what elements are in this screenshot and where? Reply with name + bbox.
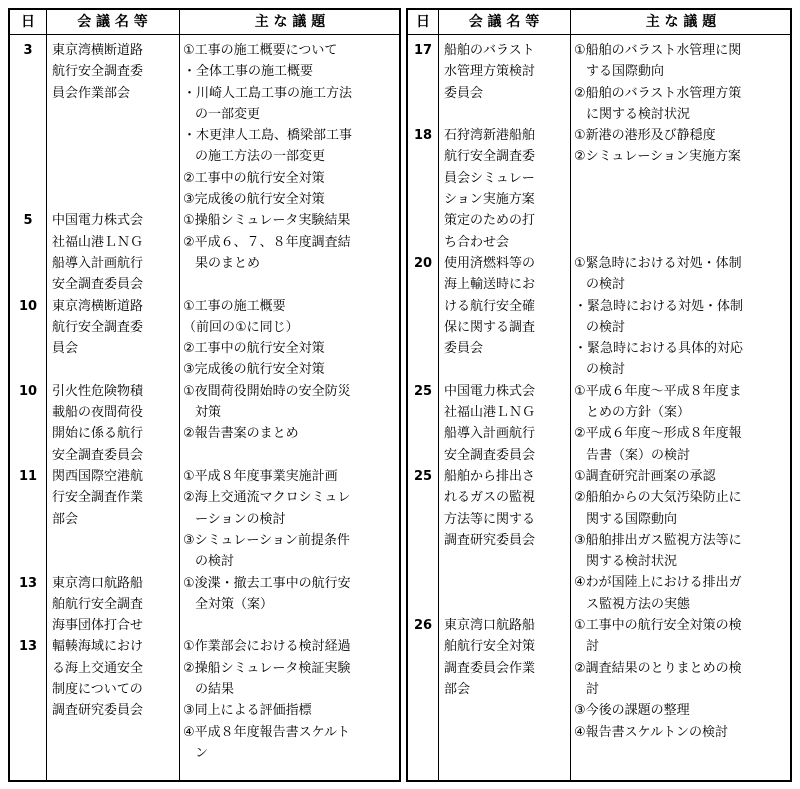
meeting-name-line: る海上交通安全 <box>52 660 144 676</box>
meeting-name-line: 保に関する調査 <box>444 319 536 335</box>
meeting-name-line: 舶航行安全対策 <box>444 639 536 655</box>
meeting-name <box>52 573 177 637</box>
meeting-name-line: 方法等に関する <box>444 511 536 527</box>
meeting-name-line: 載船の夜間荷役 <box>52 405 144 421</box>
meeting-name-line: 委員会 <box>444 85 484 101</box>
meeting-name-line: ち合わせ会 <box>444 234 510 250</box>
day-column-header: 日 <box>416 14 430 30</box>
topic-line: ③完成後の航行安全対策 <box>183 362 325 378</box>
topic-column-header: 主 な 議 題 <box>645 14 717 30</box>
left-schedule-table <box>8 8 401 782</box>
meeting-topics <box>183 636 399 764</box>
meeting-name-line: 員会シミュレー <box>444 170 535 186</box>
topic-line: ①工事中の航行安全対策の検 <box>574 618 742 634</box>
topic-line: ・緊急時における具体的対応 <box>574 341 744 357</box>
meeting-name <box>444 253 568 359</box>
topic-line: ③船舶排出ガス監視方法等に <box>574 532 742 548</box>
meeting-name <box>52 40 177 104</box>
meeting-name-line: 東京湾横断道路 <box>52 43 144 58</box>
topic-line: ・緊急時における対処・体制 <box>574 298 744 314</box>
topic-line: ②工事中の航行安全対策 <box>183 170 325 186</box>
meeting-name-line: 安全調査委員会 <box>52 277 144 293</box>
right-schedule-table <box>406 8 792 782</box>
meeting-topics <box>574 40 790 125</box>
topic-line: ②調査結果のとりまとめの検 <box>574 660 742 676</box>
meeting-name-line: 社福山港ＬＮＧ <box>52 234 144 250</box>
meeting-name-line: 海上輸送時にお <box>444 277 536 293</box>
meeting-name-line: ション実施方案 <box>444 192 535 208</box>
meeting-day: 20 <box>413 256 433 271</box>
topic-line: の結果 <box>195 681 235 697</box>
topic-line: 関する検討状況 <box>586 554 678 570</box>
topic-line: ①作業部会における検討経過 <box>183 639 351 655</box>
meeting-topics <box>183 466 399 572</box>
topic-line: 果のまとめ <box>195 255 261 271</box>
topic-line: ②操船シミュレータ検証実験 <box>183 660 351 676</box>
topic-line: ①緊急時における対処・体制 <box>574 256 742 271</box>
meeting-name-line: 員会 <box>52 341 79 357</box>
meeting-name <box>52 466 177 530</box>
topic-line: ③今後の課題の整理 <box>574 703 690 719</box>
meeting-name-line: 船導入計画航行 <box>444 426 536 442</box>
column-divider <box>438 10 439 780</box>
topic-line: の検討 <box>586 319 626 335</box>
topic-line: ①調査研究計画案の承認 <box>574 469 716 484</box>
meeting-name-line: 調査研究委員会 <box>52 703 144 719</box>
meeting-name <box>52 296 177 360</box>
topic-line: ①平成６年度～平成８年度ま <box>574 383 742 399</box>
column-divider <box>570 10 571 780</box>
meeting-name <box>444 615 568 700</box>
topic-line: ①浚渫・撤去工事中の航行安 <box>183 575 351 591</box>
topic-line: ②船舶のバラスト水管理方策 <box>574 85 742 101</box>
day-column-header: 日 <box>21 14 35 30</box>
meeting-name-line: 航行安全調査委 <box>444 149 536 165</box>
meeting-topics <box>574 466 790 615</box>
meeting-name-line: ける航行安全確 <box>444 298 536 314</box>
topic-line: ②船舶からの大気汚染防止に <box>574 490 742 506</box>
meeting-name-line: れるガスの監視 <box>444 490 536 506</box>
meeting-day: 13 <box>18 639 38 655</box>
meeting-name-line: 引火性危険物積 <box>52 383 144 399</box>
meeting-name-line: 社福山港ＬＮＧ <box>444 405 536 421</box>
meeting-name-line: 舶航行安全調査 <box>52 596 144 612</box>
topic-line: の検討 <box>586 362 626 378</box>
topic-line: する国際動向 <box>586 64 665 80</box>
meeting-column-header: 会 議 名 等 <box>468 14 540 30</box>
meeting-name-line: 海事団体打合せ <box>52 618 144 634</box>
topic-line: 告書（案）の検討 <box>586 447 691 463</box>
meeting-name-line: 策定のための打 <box>444 213 536 229</box>
topic-line: ②平成６、７、８年度調査結 <box>183 234 351 250</box>
meeting-name-line: 制度についての <box>52 681 143 697</box>
topic-line: ①工事の施工概要 <box>183 298 286 314</box>
meeting-name <box>52 210 177 295</box>
meeting-name-line: 中国電力株式会 <box>444 383 536 399</box>
topic-line: ーションの検討 <box>195 511 286 527</box>
meeting-topics <box>183 296 399 381</box>
meeting-name-line: 安全調査委員会 <box>52 447 144 463</box>
meeting-name <box>52 636 177 721</box>
meeting-name-line: 船舶のバラスト <box>444 43 535 58</box>
meeting-name-line: 船導入計画航行 <box>52 255 144 271</box>
topic-line: ・全体工事の施工概要 <box>183 64 314 80</box>
meeting-name-line: 水管理方策検討 <box>444 64 536 80</box>
meeting-topics <box>574 381 790 466</box>
meeting-name <box>444 40 568 104</box>
topic-line: ③シミュレーション前提条件 <box>183 532 350 548</box>
topic-column-header: 主 な 議 題 <box>254 14 326 30</box>
header-divider <box>10 34 399 35</box>
meeting-name-line: 船舶から排出さ <box>444 469 536 484</box>
meeting-day: 10 <box>18 383 38 399</box>
meeting-day: 18 <box>413 128 433 144</box>
topic-line: ③完成後の航行安全対策 <box>183 192 325 208</box>
topic-line: ③同上による評価指標 <box>183 703 312 719</box>
meeting-day: 26 <box>413 618 433 634</box>
topic-line: ・川崎人工島工事の施工方法 <box>183 85 353 101</box>
column-divider <box>179 10 180 780</box>
topic-line: ②平成６年度～形成８年度報 <box>574 426 742 442</box>
meeting-day: 5 <box>23 213 33 229</box>
topic-line: ④平成８年度報告書スケルト <box>183 724 351 740</box>
meeting-name-line: 東京湾口航路船 <box>444 618 536 634</box>
topic-line: 関する国際動向 <box>586 511 678 527</box>
meeting-topics <box>183 573 399 616</box>
meeting-name-line: 中国電力株式会 <box>52 213 144 229</box>
topic-line: ①平成８年度事業実施計画 <box>183 469 338 484</box>
topic-line: ン <box>195 745 209 761</box>
meeting-day: 25 <box>413 383 433 399</box>
meeting-column-header: 会 議 名 等 <box>77 14 148 30</box>
meeting-name-line: 石狩湾新港船舶 <box>444 128 536 144</box>
meeting-day: 25 <box>413 469 433 484</box>
topic-line: ②報告書案のまとめ <box>183 426 299 442</box>
meeting-name <box>444 125 568 253</box>
topic-line: ②工事中の航行安全対策 <box>183 341 325 357</box>
topic-line: ①工事の施工概要について <box>183 43 338 58</box>
meeting-name <box>52 381 177 466</box>
meeting-day: 3 <box>23 43 33 58</box>
meeting-name-line: 輻輳海域におけ <box>52 639 144 655</box>
meeting-day: 13 <box>18 575 38 591</box>
meeting-topics <box>183 381 399 445</box>
topic-line: ②海上交通流マクロシミュレ <box>183 490 351 506</box>
meeting-topics <box>574 253 790 381</box>
meeting-name-line: 開始に係る航行 <box>52 426 144 442</box>
topic-line: ①夜間荷役開始時の安全防災 <box>183 383 351 399</box>
meeting-name-line: 使用済燃料等の <box>444 256 536 271</box>
header-divider <box>408 34 790 35</box>
meeting-name-line: 東京湾横断道路 <box>52 298 144 314</box>
meeting-name-line: 調査研究委員会 <box>444 532 536 548</box>
topic-line: の検討 <box>586 277 626 293</box>
meeting-topics <box>183 210 399 274</box>
meeting-name-line: 部会 <box>52 511 79 527</box>
topic-line: 討 <box>586 681 600 697</box>
topic-line: ①船舶のバラスト水管理に関 <box>574 43 742 58</box>
topic-line: の一部変更 <box>195 106 261 122</box>
topic-line: 討 <box>586 639 600 655</box>
topic-line: ④報告書スケルトンの検討 <box>574 724 729 740</box>
topic-line: ②シミュレーション実施方案 <box>574 149 741 165</box>
topic-line: ス監視方法の実態 <box>586 596 691 612</box>
topic-line: の検討 <box>195 554 235 570</box>
meeting-name <box>444 381 568 466</box>
meeting-name-line: 東京湾口航路船 <box>52 575 144 591</box>
topic-line: ・木更津人工島、橋梁部工事 <box>183 128 353 144</box>
meeting-name-line: 調査委員会作業 <box>444 660 536 676</box>
meeting-day: 10 <box>18 298 38 314</box>
topic-line: ①操船シミュレータ実験結果 <box>183 213 351 229</box>
meeting-day: 17 <box>413 43 433 58</box>
topic-line: に関する検討状況 <box>586 106 691 122</box>
topic-line: ①新港の港形及び静穏度 <box>574 128 716 144</box>
meeting-schedule-page <box>8 8 792 782</box>
meeting-name-line: 委員会 <box>444 341 484 357</box>
meeting-name <box>444 466 568 551</box>
topic-line: ④わが国陸上における排出ガ <box>574 575 742 591</box>
meeting-name-line: 航行安全調査委 <box>52 64 144 80</box>
topic-line: の施工方法の一部変更 <box>195 149 326 165</box>
meeting-name-line: 航行安全調査委 <box>52 319 144 335</box>
meeting-name-line: 関西国際空港航 <box>52 469 144 484</box>
meeting-name-line: 員会作業部会 <box>52 85 131 101</box>
meeting-day: 11 <box>18 469 38 484</box>
meeting-name-line: 部会 <box>444 681 471 697</box>
topic-line: 対策 <box>195 405 222 421</box>
meeting-name-line: 行安全調査作業 <box>52 490 144 506</box>
topic-line: とめの方針（案） <box>586 405 691 421</box>
meeting-topics <box>574 615 790 743</box>
meeting-name-line: 安全調査委員会 <box>444 447 536 463</box>
topic-line: （前回の①に同じ） <box>183 319 299 335</box>
column-divider <box>46 10 47 780</box>
meeting-topics <box>574 125 790 168</box>
topic-line: 全対策（案） <box>195 596 274 612</box>
meeting-topics <box>183 40 399 210</box>
